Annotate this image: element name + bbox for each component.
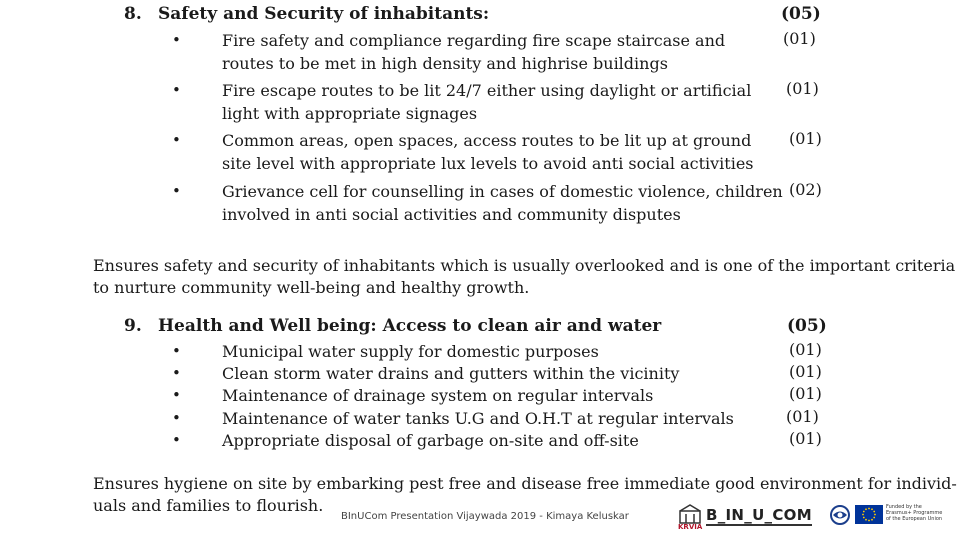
- bullet-icon: •: [172, 386, 181, 404]
- section-8-points: (05): [781, 4, 821, 24]
- item-text: Appropriate disposal of garbage on-site and off-site: [222, 431, 639, 450]
- krvia-label: KRVIA: [678, 523, 703, 531]
- eu-flag-icon: [855, 505, 883, 524]
- bullet-icon: •: [172, 342, 181, 360]
- section-9-summary-line1: Ensures hygiene on site by embarking pest free and disease free immediate good environment for individ-: [93, 474, 957, 493]
- eu-star: [863, 517, 865, 519]
- item-points: (01): [783, 29, 816, 48]
- section-9-title: Health and Well being: Access to clean air and water: [158, 316, 662, 336]
- section-9-number: 9.: [124, 316, 142, 336]
- eu-star: [862, 514, 864, 516]
- section-8-title: Safety and Security of inhabitants:: [158, 4, 490, 24]
- bullet-icon: •: [172, 131, 181, 149]
- item-text: Clean storm water drains and gutters within the vicinity: [222, 364, 680, 383]
- eu-funding-text: [886, 504, 942, 522]
- eu-star: [874, 514, 876, 516]
- section-8-summary-line2: to nurture community well-being and healthy growth.: [93, 278, 530, 297]
- item-points: (01): [786, 407, 819, 426]
- bullet-icon: •: [172, 431, 181, 449]
- item-points: (01): [786, 79, 819, 98]
- bullet-icon: •: [172, 409, 181, 427]
- item-points: (02): [789, 180, 822, 199]
- eu-star: [868, 520, 870, 522]
- bullet-icon: •: [172, 31, 181, 49]
- item-text-line1: Grievance cell for counselling in cases of domestic violence, children: [222, 182, 783, 201]
- item-text-line1: Common areas, open spaces, access routes to be lit up at ground: [222, 131, 752, 150]
- eu-text-line3: of the European Union: [886, 516, 943, 522]
- b-in-u-com-logo: B_IN_U_COM: [706, 506, 812, 524]
- bullet-icon: •: [172, 182, 181, 200]
- item-points: (01): [789, 362, 822, 381]
- item-text-line2: light with appropriate signages: [222, 104, 478, 123]
- item-points: (01): [789, 429, 822, 448]
- krvia-emblem-icon: [676, 503, 704, 525]
- item-text: Municipal water supply for domestic purposes: [222, 342, 599, 361]
- eu-star: [868, 508, 870, 510]
- item-points: (01): [789, 384, 822, 403]
- eu-text-line1: Funded by the: [886, 504, 922, 510]
- eu-star: [871, 508, 873, 510]
- bullet-icon: •: [172, 364, 181, 382]
- eu-star: [863, 511, 865, 513]
- globe-logo-icon: [829, 504, 851, 526]
- item-points: (01): [789, 340, 822, 359]
- eu-star: [873, 517, 875, 519]
- item-text: Maintenance of drainage system on regular intervals: [222, 386, 654, 405]
- eu-star: [865, 519, 867, 521]
- footer-caption: BInUCom Presentation Vijaywada 2019 - Kimaya Keluskar: [341, 511, 629, 522]
- bullet-icon: •: [172, 81, 181, 99]
- item-text-line2: site level with appropriate lux levels to avoid anti social activities: [222, 154, 754, 173]
- item-text-line1: Fire safety and compliance regarding fire scape staircase and: [222, 31, 726, 50]
- eu-star: [871, 519, 873, 521]
- krvia-logo: [676, 503, 704, 535]
- item-text-line2: involved in anti social activities and community disputes: [222, 205, 681, 224]
- item-points: (01): [789, 129, 822, 148]
- item-text-line1: Fire escape routes to be lit 24/7 either using daylight or artificial: [222, 81, 752, 100]
- section-8-number: 8.: [124, 4, 142, 24]
- section-8-summary-line1: Ensures safety and security of inhabitants which is usually overlooked and is one of the important criteria: [93, 256, 956, 275]
- section-9-points: (05): [787, 316, 827, 336]
- eu-text-line2: Erasmus+ Programme: [886, 510, 943, 516]
- eu-star: [865, 508, 867, 510]
- item-text: Maintenance of water tanks U.G and O.H.T at regular intervals: [222, 409, 734, 428]
- item-text-line2: routes to be met in high density and highrise buildings: [222, 54, 668, 73]
- eu-star: [873, 511, 875, 513]
- section-9-summary-line2: uals and families to flourish.: [93, 496, 324, 515]
